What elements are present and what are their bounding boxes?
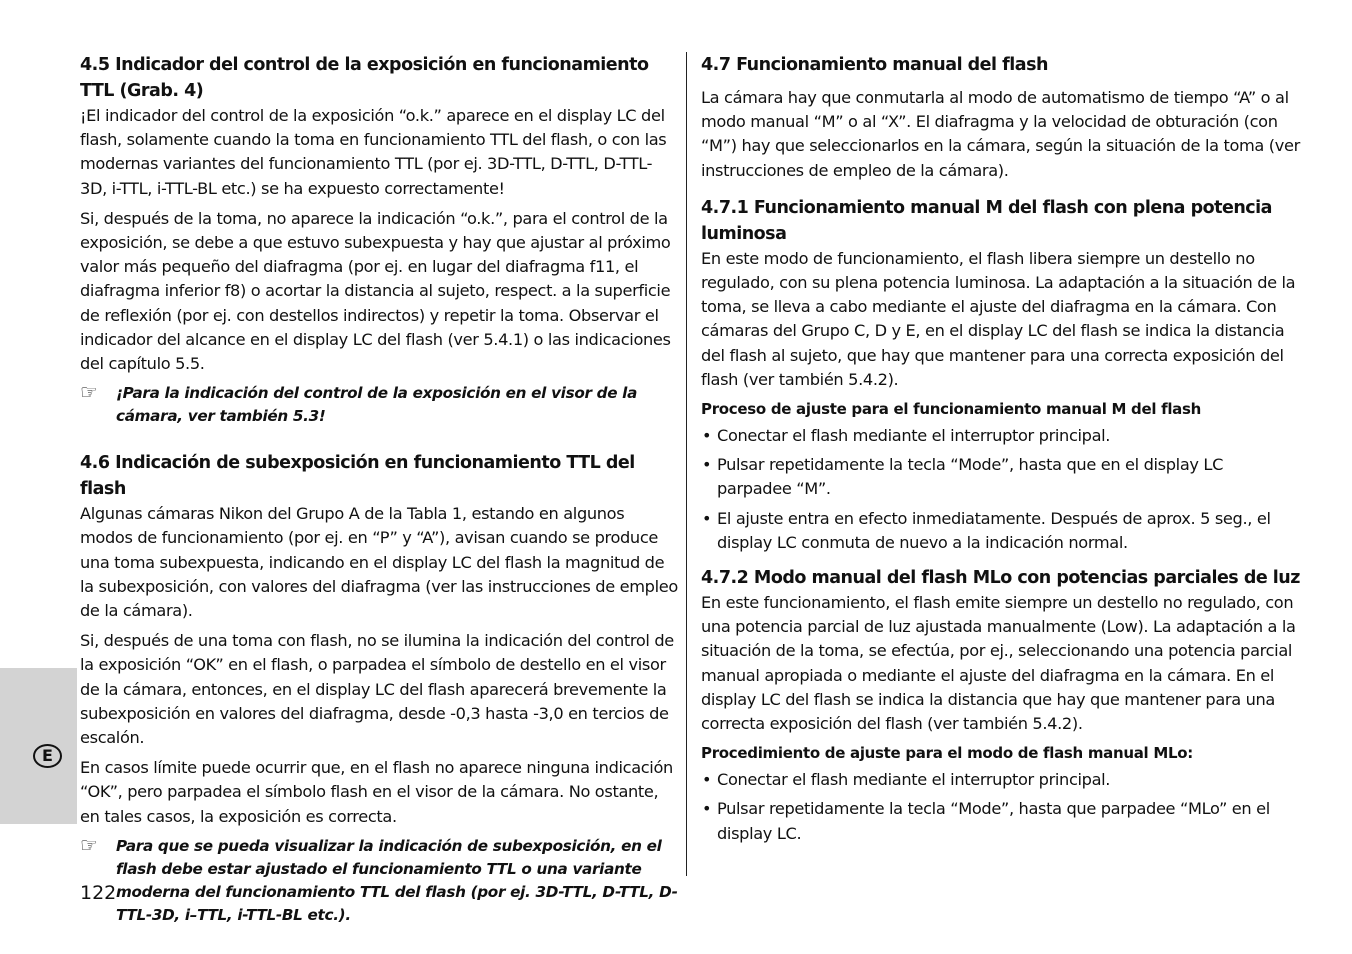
section-4-5-title: 4.5 Indicador del control de la exposición en funcionamiento TTL (Grab. 4) (80, 55, 649, 101)
right-column (701, 52, 1301, 852)
section-4-5-note (80, 382, 678, 428)
section-4-7-1-title: 4.7.1 Funcionamiento manual M del flash con plena potencia luminosa (701, 197, 1272, 244)
page-number: 122 (80, 882, 117, 904)
section-4-7-paragraph-1: La cámara hay que conmutarla al modo de automatismo de tiempo “A” o al modo manual “M” o al “X”. El diafragma y la velocidad de obturación (con “M”) hay que seleccionarlos en la cámara, según la situación de la toma (ver instrucciones de empleo de la cámara). (701, 88, 1300, 180)
section-4-7-1-subtitle: Proceso de ajuste para el funcionamiento manual M del flash (701, 400, 1201, 419)
pointing-hand-icon: ☞ (80, 380, 98, 405)
list-item: • El ajuste entra en efecto inmediatamente. Después de aprox. 5 seg., el display LC conmuta de nuevo a la indicación normal. (701, 507, 1301, 555)
section-4-6-title: 4.6 Indicación de subexposición en funcionamiento TTL del flash (80, 453, 635, 500)
list-item: • Conectar el flash mediante el interruptor principal. (701, 424, 1301, 448)
section-4-7-1-steps (701, 424, 1301, 555)
section-4-7-2-subtitle: Procedimiento de ajuste para el modo de flash manual MLo: (701, 744, 1193, 763)
list-item: • Conectar el flash mediante el interruptor principal. (701, 768, 1301, 792)
section-4-7-2-title: 4.7.2 Modo manual del flash MLo con potencias parciales de luz (701, 568, 1300, 589)
section-4-6-paragraph-3: En casos límite puede ocurrir que, en el flash no aparece ninguna indicación “OK”, pero parpadea el símbolo flash en el visor de la cámara. No ostante, en tales casos, la exposición es correcta. (80, 758, 673, 826)
section-4-6-paragraph-2: Si, después de una toma con flash, no se ilumina la indicación del control de la exposición “OK” en el flash, o parpadea el símbolo de destello en el visor de la cámara, entonces, en el display LC del flash aparecerá brevemente la subexposición en valores del diafragma, desde -0,3 hasta -3,0 en tercios de escalón. (80, 631, 674, 748)
section-4-5-note-text: ¡Para la indicación del control de la exposición en el visor de la cámara, ver también 5.3! (116, 384, 638, 426)
section-4-6-note-text: Para que se pueda visualizar la indicación de subexposición, en el flash debe estar ajustado el funcionamiento TTL o una variante moderna del funcionamiento TTL del flash (por ej. 3D-TTL, D-TTL, D-TTL-3D, i–TTL, i-TTL-BL etc.). (116, 836, 678, 924)
section-4-7-2-steps (701, 768, 1301, 846)
pointing-hand-icon: ☞ (80, 832, 98, 857)
list-item: • Pulsar repetidamente la tecla “Mode”, hasta que parpadee “MLo” en el display LC. (701, 797, 1301, 845)
column-divider (686, 52, 687, 876)
section-4-7-1-paragraph-1: En este modo de funcionamiento, el flash libera siempre un destello no regulado, con su plena potencia luminosa. La adaptación a la situación de la toma, se lleva a cabo mediante el ajuste del diafragma en la cámara. Con cámaras del Grupo C, D y E, en el display LC del flash se indica la distancia del flash al sujeto, que hay que mantener para una correcta exposición del flash (ver también 5.4.2). (701, 248, 1296, 389)
section-4-5-paragraph-1: ¡El indicador del control de la exposición “o.k.” aparece en el display LC del flash, solamente cuando la toma en funcionamiento TTL del flash, o con las modernas variantes del funcionamiento TTL (por ej. 3D-TTL, D-TTL, D-TTL-3D, i-TTL, i-TTL-BL etc.) se ha expuesto correctamente! (80, 106, 667, 198)
list-item: • Pulsar repetidamente la tecla “Mode”, hasta que en el display LC parpadee “M”. (701, 453, 1301, 501)
section-4-7-2-paragraph-1: En este funcionamiento, el flash emite siempre un destello no regulado, con una potencia parcial de luz ajustada manualmente (Low). La adaptación a la situación de la toma, se efectúa, por ej., seleccionando una potencia parcial manual apropiada o mediante el ajuste del diafragma en la cámara. En el display LC del flash se indica la distancia que hay que mantener para una correcta exposición del flash (ver también 5.4.2). (701, 593, 1296, 734)
left-column (80, 52, 678, 935)
section-4-6-paragraph-1: Algunas cámaras Nikon del Grupo A de la Tabla 1, estando en algunos modos de funcionamiento (por ej. en “P” y “A”), avisan cuando se produce una toma subexpuesta, indicando en el display LC del flash la magnitud de la subexposición, con valores del diafragma (ver las instrucciones de empleo de la cámara). (80, 504, 678, 621)
section-4-5-paragraph-2: Si, después de la toma, no aparece la indicación “o.k.”, para el control de la exposición, se debe a que estuvo subexpuesta y hay que ajustar al próximo valor más pequeño del diafragma (por ej. en lugar del diafragma f11, el diafragma inferior f8) o acortar la distancia al sujeto, respect. a la superficie de reflexión (por ej. con destellos indirectos) y repetir la toma. Observar el indicador del alcance en el display LC del flash (ver 5.4.1) o las indicaciones del capítulo 5.5. (80, 208, 671, 374)
section-4-6-note (80, 832, 678, 927)
language-badge: E (33, 744, 62, 768)
section-4-7-title: 4.7 Funcionamiento manual del flash (701, 55, 1048, 75)
